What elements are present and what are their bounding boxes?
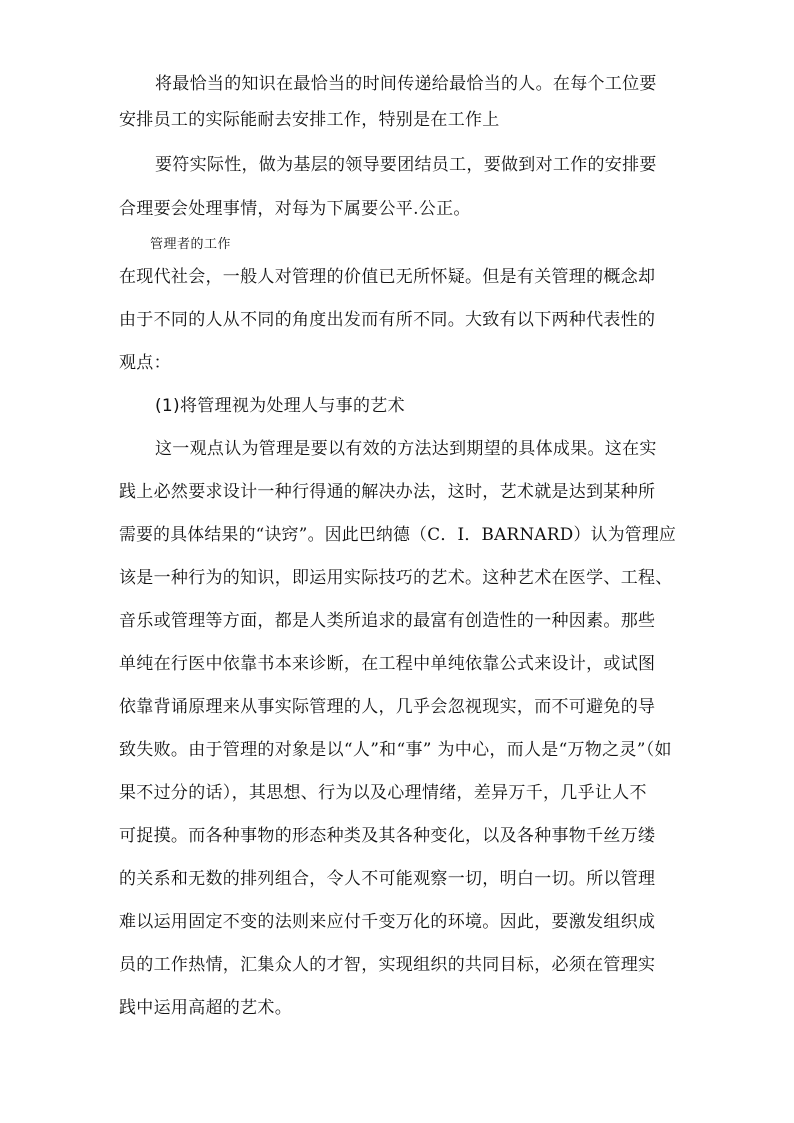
para-art-line-9: 果不过分的话），其思想、行为以及心理情绪，差异万千，几乎让人不 (119, 783, 647, 803)
para-views-line-2: 由于不同的人从不同的角度出发而有所不同。大致有以下两种代表性的 (119, 310, 656, 330)
para-views-line-3: 观点： (119, 353, 171, 373)
para-art-line-13: 员的工作热情，汇集众人的才智，实现组织的共同目标，必须在管理实 (119, 955, 656, 975)
para-art-line-12: 难以运用固定不变的法则来应付千变万化的环境。因此，要激发组织成 (119, 912, 656, 932)
para-art-line-8: 致失败。由于管理的对象是以“人”和“事” 为中心，而人是“万物之灵”（如 (119, 740, 672, 760)
para-views-line-1: 在现代社会，一般人对管理的价值已无所怀疑。但是有关管理的概念却 (119, 267, 656, 287)
para-art-line-10: 可捉摸。而各种事物的形态种类及其各种变化，以及各种事物千丝万缕 (119, 826, 656, 846)
para-art-line-1: 这一观点认为管理是要以有效的方法达到期望的具体成果。这在实 (155, 439, 657, 459)
para-art-line-5: 音乐或管理等方面，都是人类所追求的最富有创造性的一种因素。那些 (119, 611, 656, 631)
para-art-line-3: 需要的具体结果的“诀窍”。因此巴纳德（C．I．BARNARD）认为管理应 (119, 525, 677, 545)
para-art-line-11: 的关系和无数的排列组合，令人不可能观察一切，明白一切。所以管理 (119, 869, 656, 889)
para-art-line-4: 该是一种行为的知识，即运用实际技巧的艺术。这种艺术在医学、工程、 (119, 568, 673, 588)
para-intro-1-line-2: 安排员工的实际能耐去安排工作，特别是在工作上 (119, 110, 500, 130)
para-art-line-7: 依靠背诵原理来从事实际管理的人，几乎会忽视现实，而不可避免的导 (119, 697, 656, 717)
para-intro-2-line-1: 要符实际性，做为基层的领导要团结员工，要做到对工作的安排要 (155, 155, 657, 175)
para-art-line-2: 践上必然要求设计一种行得通的解决办法，这时，艺术就是达到某种所 (119, 482, 656, 502)
para-intro-1-line-1: 将最恰当的知识在最恰当的时间传递给最恰当的人。在每个工位要 (155, 74, 657, 94)
para-art-line-14: 践中运用高超的艺术。 (119, 998, 292, 1018)
para-intro-2-line-2: 合理要会处理事情，对每为下属要公平.公正。 (119, 199, 471, 219)
para-art-line-6: 单纯在行医中依靠书本来诊断，在工程中单纯依靠公式来设计，或试图 (119, 654, 656, 674)
section-heading: 管理者的工作 (150, 237, 232, 252)
subheading: (1)将管理视为处理人与事的艺术 (155, 396, 405, 416)
